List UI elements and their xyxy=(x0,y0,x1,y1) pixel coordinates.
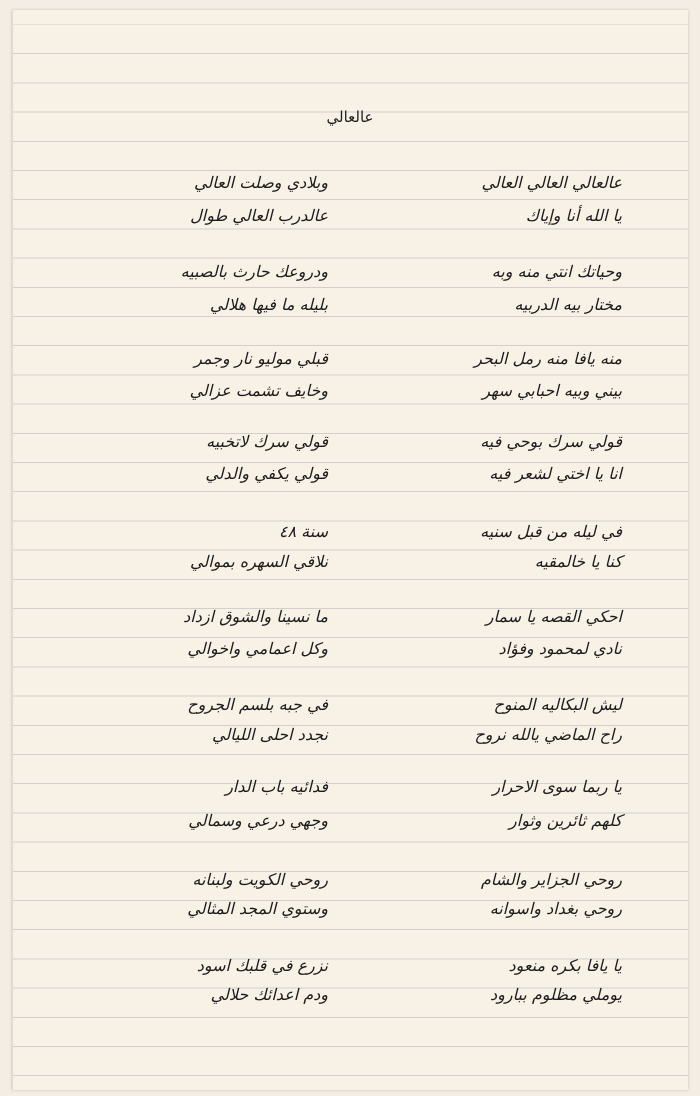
verse-line: في ليله من قبل سنيه xyxy=(480,522,622,541)
verse-line: نادي لمحمود وفؤاد xyxy=(498,639,622,658)
verse-line: روحي الجزاير والشام xyxy=(480,870,622,889)
verse-line: وخايف تشمت عزالي xyxy=(189,381,328,400)
verse-line: يا ربما سوى الاحرار xyxy=(492,777,622,796)
verse-line: يوملي مظلوم ببارود xyxy=(490,985,622,1004)
verse-line: نزرع في قلبك اسود xyxy=(196,956,328,975)
verse-line: سنة ٤٨ xyxy=(278,522,328,541)
verse-line: يا يافا بكره منعود xyxy=(508,956,622,975)
verse-line: يا الله أنا وإياك xyxy=(525,206,622,225)
verse-line: بليله ما فيها هلالي xyxy=(209,295,328,314)
poem-title: عالعالي xyxy=(326,108,374,126)
verse-line: احكي القصه يا سمار xyxy=(485,607,622,626)
verse-line: ودروعك حارث بالصبيه xyxy=(180,262,328,281)
verse-line: في جبه بلسم الجروح xyxy=(187,695,328,714)
verse-line: نلاقي السهره بموالي xyxy=(190,552,328,571)
verse-line: انا يا اختي لشعر فيه xyxy=(489,464,622,483)
verse-line: عالعالي العالي العالي xyxy=(481,173,622,192)
verse-line: وكل اعمامي واخوالي xyxy=(187,639,328,658)
verse-line: كلهم ثائرين وثوار xyxy=(509,811,622,830)
verse-line: قولي سرك بوحي فيه xyxy=(480,432,622,451)
verse-line: عالدرب العالي طوال xyxy=(190,206,328,225)
verse-line: راح الماضي يالله نروح xyxy=(474,725,622,744)
verse-line: مختار بيه الدربيه xyxy=(514,295,622,314)
verse-line: وجهي درعي وسمالي xyxy=(188,811,328,830)
verse-line: قبلي موليو نار وجمر xyxy=(194,349,328,368)
verse-line: ليش البكاليه المنوح xyxy=(493,695,622,714)
verse-line: وستوي المجد المثالي xyxy=(187,899,328,918)
verse-line: نجدد احلى الليالي xyxy=(212,725,328,744)
verse-line: قولي يكفي والدلي xyxy=(205,464,328,483)
verse-line: روحي بغداد واسوانه xyxy=(489,899,622,918)
verse-line: روحي الكويت ولبنانه xyxy=(192,870,328,889)
verse-line: قولي سرك لاتخبيه xyxy=(206,432,328,451)
verse-line: وحياتك انتي منه وبه xyxy=(491,262,622,281)
verse-line: منه يافا منه رمل البحر xyxy=(474,349,622,368)
verse-line: فدائيه باب الدار xyxy=(225,777,328,796)
verse-line: ما نسينا والشوق ازداد xyxy=(183,607,328,626)
verse-line: وبلادي وصلت العالي xyxy=(194,173,328,192)
paper-edge xyxy=(12,10,13,1090)
verse-line: ودم اعدائك حلالي xyxy=(210,985,328,1004)
verse-line: كنا يا خالمقيه xyxy=(534,552,622,571)
lined-paper-sheet xyxy=(12,10,688,1090)
verse-line: بيني وبيه احبابي سهر xyxy=(482,381,622,400)
